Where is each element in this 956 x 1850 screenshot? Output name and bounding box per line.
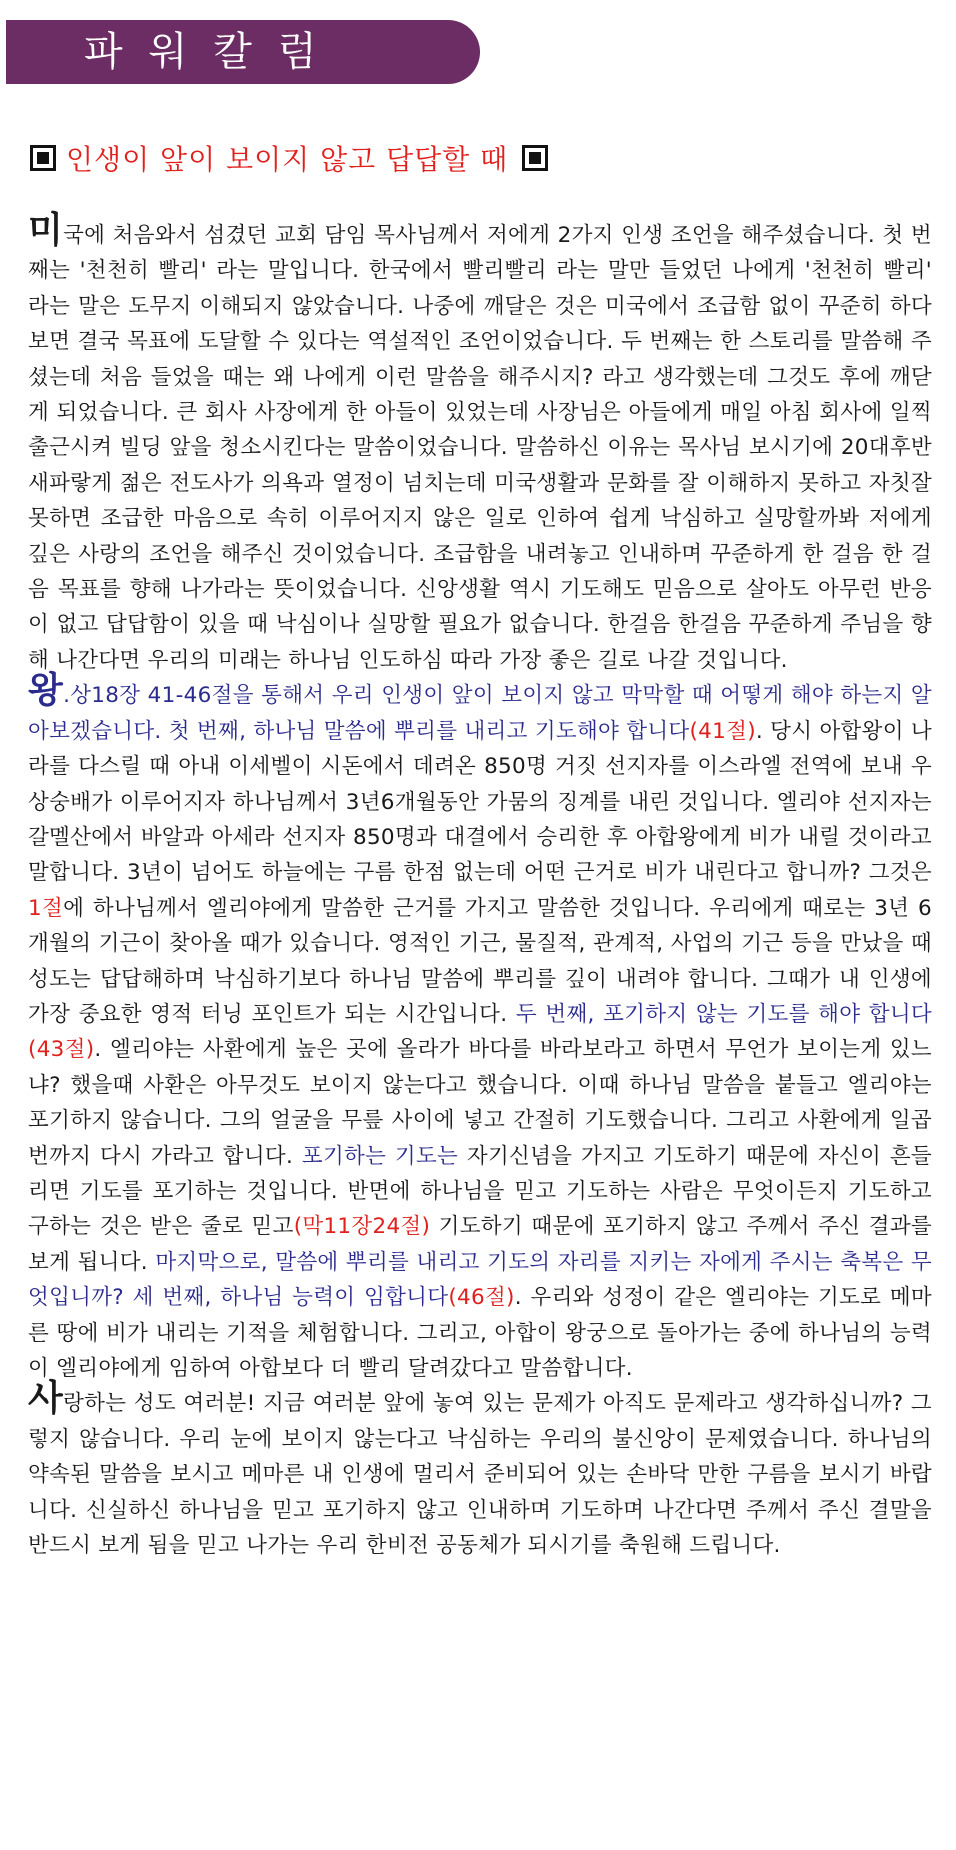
square-bullet-icon (522, 145, 548, 171)
paragraph-text: 기도하기 때문에 포기하지 않고 주께서 주신 결과를 보게 됩니다. (28, 1214, 933, 1275)
square-bullet-icon (30, 145, 56, 171)
emphasis-text: 마지막으로, 말씀에 뿌리를 내리고 기도의 자리를 지키는 자에게 주시는 축복은 무엇입니까? 세 번째, 하나님 능력이 임합니다 (28, 1249, 933, 1311)
paragraph-text: 자기신념을 가지고 기도하기 때문에 자신이 흔들리면 기도를 포기하는 것입니다. 반면에 하나님을 믿고 기도하는 사람은 무엇이든지 기도하고 구하는 것은 받은 줄로 믿고 (28, 1143, 932, 1240)
paragraph-1 (28, 210, 932, 678)
dropcap: 사 (28, 1378, 64, 1420)
paragraph-3 (28, 1378, 932, 1563)
paragraph-text: . 당시 아합왕이 나라를 다스릴 때 아내 이세벨이 시돈에서 데려온 850명 거짓 선지자를 이스라엘 전역에 보내 우상숭배가 이루어지자 하나님께서 3년6개월동안 가뭄의 징계를 내린 것입니다. 엘리야 선지자는 갈멜산에서 바알과 아세라 선지자 850명과 대결에서 승리한 후 아합왕에게 비가 내릴 것이라고 말합니다. 3년이 넘어도 하늘에는 구름 한점 없는데 어떤 근거로 비가 내린다고 합니까? 그것은 (28, 718, 932, 886)
dropcap: 왕 (28, 670, 64, 712)
emphasis-text: .상18장 41-46절을 통해서 우리 인생이 앞이 보이지 않고 막막할 때 어떻게 해야 하는지 알아보겠습니다. 첫 번째, 하나님 말씀에 뿌리를 내리고 기도해야 합니다 (28, 683, 932, 744)
headline-text: 인생이 앞이 보이지 않고 답답할 때 (66, 143, 509, 176)
paragraph-text: 랑하는 성도 여러분! 지금 여러분 앞에 놓여 있는 문제가 아직도 문제라고 생각하십니까? 그렇지 않습니다. 우리 눈에 보이지 않는다고 낙심하는 우리의 불신앙이 문제였습니다. 하나님의 약속된 말씀을 보시고 메마른 내 인생에 멀리서 준비되어 있는 손바닥 만한 구름을 보시기 바랍니다. 신실하신 하나님을 믿고 포기하지 않고 인내하며 기도하며 나간다면 주께서 주신 결말을 반드시 보게 됨을 믿고 나가는 우리 한비전 공동체가 되시기를 축원해 드립니다. (28, 1391, 932, 1559)
emphasis-text: 두 번째, 포기하지 않는 기도를 해야 합니다 (515, 1001, 932, 1027)
article-body (28, 210, 933, 1563)
verse-ref: (41절) (689, 718, 756, 744)
verse-ref: (46절) (448, 1285, 515, 1311)
paragraph-text: . 우리와 성정이 같은 엘리야는 기도로 메마른 땅에 비가 내리는 기적을 체험합니다. 그리고, 아합이 왕궁으로 돌아가는 중에 하나님의 능력이 엘리야에게 임하여 아합보다 더 빨리 달려갔다고 말씀합니다. (28, 1285, 932, 1381)
paragraph-text: 국에 처음와서 섬겼던 교회 담임 목사님께서 저에게 2가지 인생 조언을 해주셨습니다. 첫 번째는 '천천히 빨리' 라는 말입니다. 한국에서 빨리빨리 라는 말만 들었던 나에게 '천천히 빨리' 라는 말은 도무지 이해되지 않았습니다. 나중에 깨달은 것은 미국에서 조급함 없이 꾸준히 하다보면 결국 목표에 도달할 수 있다는 역설적인 조언이었습니다. 두 번째는 한 스토리를 말씀해 주셨는데 처음 들었을 때는 왜 나에게 이런 말씀을 해주시지? 라고 생각했는데 그것도 후에 깨닫게 되었습니다. 큰 회사 사장에게 한 아들이 있었는데 사장님은 아들에게 매일 아침 회사에 일찍 출근시켜 빌딩 앞을 청소시킨다는 말씀이었습니다. 말씀하신 이유는 목사님 보시기에 20대후반 새파랗게 젊은 전도사가 의욕과 열정이 넘치는데 미국생활과 문화를 잘 이해하지 못하고 자칫잘못하면 조급한 마음으로 속히 이루어지지 않은 일로 인하여 쉽게 낙심하고 실망할까봐 저에게 깊은 사랑의 조언을 해주신 것이었습니다. 조급함을 내려놓고 인내하며 꾸준하게 한 걸음 한 걸음 목표를 향해 나가라는 뜻이었습니다. 신앙생활 역시 기도해도 믿음으로 살아도 아무런 반응이 없고 답답함이 있을 때 낙심이나 실망할 필요가 없습니다. 한걸음 한걸음 꾸준하게 주님을 향해 나간다면 우리의 미래는 하나님 인도하심 따라 가장 좋은 길로 나갈 것입니다. (28, 223, 932, 673)
verse-ref: (43절) (28, 1037, 95, 1063)
paragraph-2 (28, 670, 933, 1386)
column-banner (6, 20, 480, 84)
banner-title: 파워칼럼 (84, 29, 343, 75)
verse-ref: 1절 (28, 895, 64, 921)
dropcap: 미 (28, 210, 64, 251)
headline (30, 138, 548, 178)
verse-ref: (막11장24절) (293, 1214, 431, 1240)
emphasis-text: 포기하는 기도는 (301, 1143, 459, 1169)
paragraph-text: . 엘리야는 사환에게 높은 곳에 올라가 바다를 바라보라고 하면서 무언가 보이는게 있느냐? 했을때 사환은 아무것도 보이지 않는다고 했습니다. 이때 하나님 말씀을 붙들고 엘리야는 포기하지 않습니다. 그의 얼굴을 무릎 사이에 넣고 간절히 기도했습니다. 그리고 사환에게 일곱번까지 다시 가라고 합니다. (28, 1037, 932, 1169)
paragraph-text: 에 하나님께서 엘리야에게 말씀한 근거를 가지고 말씀한 것입니다. 우리에게 때로는 3년 6개월의 기근이 찾아올 때가 있습니다. 영적인 기근, 물질적, 관계적, 사업의 기근 등을 만났을 때 성도는 답답해하며 낙심하기보다 하나님 말씀에 뿌리를 깊이 내려야 합니다. 그때가 내 인생에 가장 중요한 영적 터닝 포인트가 되는 시간입니다. (28, 895, 932, 1027)
